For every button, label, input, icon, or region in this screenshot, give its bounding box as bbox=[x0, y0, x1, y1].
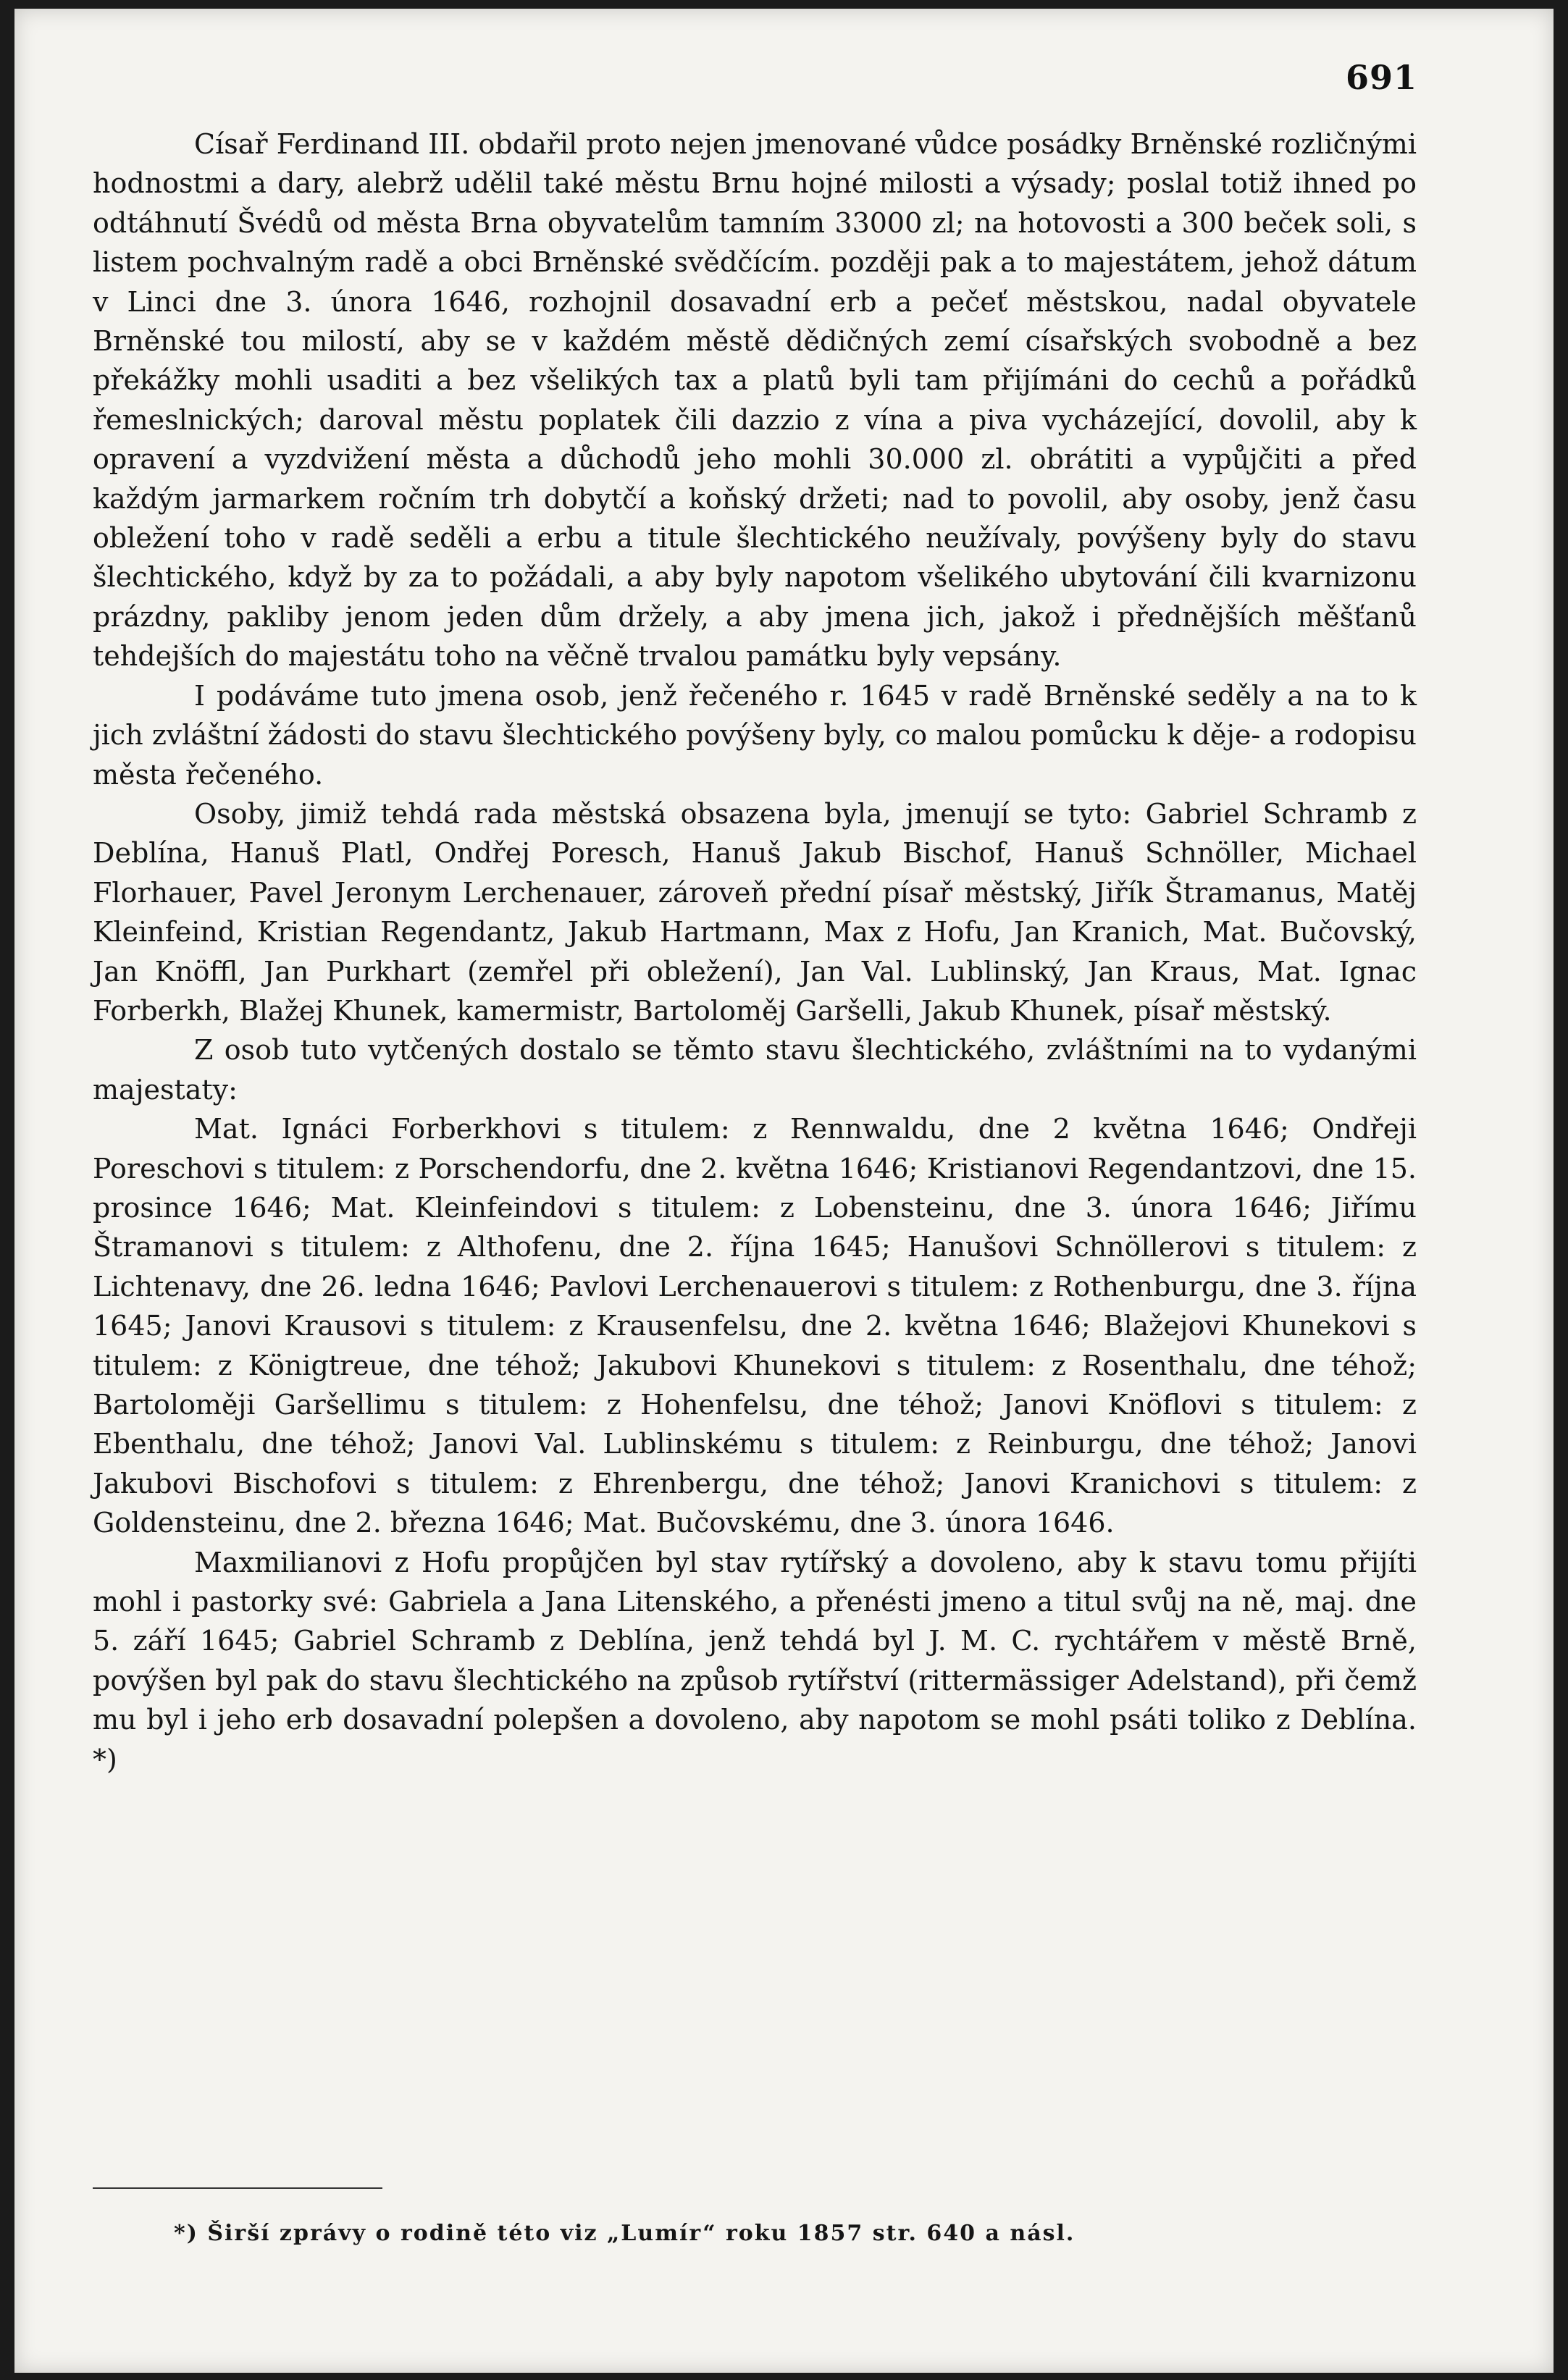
paragraph-majestaty-intro: Z osob tuto vytčených dostalo se těmto stavu šlechtického, zvláštními na to vydanými majestaty: bbox=[93, 1034, 1417, 1106]
paragraph-knighthood: Maxmilianovi z Hofu propůjčen byl stav rytířský a dovoleno, aby k stavu tomu přijíti mohl i pastorky své: Gabriela a Jana Litenského, a přenésti jmeno a titul svůj na ně, maj. dne 5. září 1645; Gabriel Schramb z Deblína, jenž tehdá byl J. M. C. rychtářem v městě Brně, povýšen byl pak do stavu šlechtického na způsob rytířství (rittermässiger Adelstand), při čemž mu byl i jeho erb dosavadní polepšen a dovoleno, aby napotom se mohl psáti toliko z Deblína. *) bbox=[93, 1546, 1417, 1775]
footnote-divider bbox=[93, 2187, 382, 2189]
book-page bbox=[14, 9, 1554, 2373]
page-number: 691 bbox=[1345, 58, 1417, 97]
paragraph-council-members: Osoby, jimiž tehdá rada městská obsazena byla, jmenují se tyto: Gabriel Schramb z Deblína, Hanuš Platl, Ondřej Poresch, Hanuš Jakub Bischof, Hanuš Schnöller, Michael Florhauer, Pavel Jeronym Lerchenauer, zároveň přední písař městský, Jiřík Štramanus, Matěj Kleinfeind, Kristian Regendantz, Jakub Hartmann, Max z Hofu, Jan Kranich, Mat. Bučovský, Jan Knöffl, Jan Purkhart (zemřel při obležení), Jan Val. Lublinský, Jan Kraus, Mat. Ignac Forberkh, Blažej Khunek, kamermistr, Bartoloměj Garšelli, Jakub Khunek, písař městský. bbox=[93, 797, 1417, 1027]
paragraph-ferdinand-privileges: Císař Ferdinand III. obdařil proto nejen jmenované vůdce posádky Brněnské rozličnými hodnostmi a dary, alebrž udělil také městu Brnu hojné milosti a výsady; poslal totiž ihned po odtáhnutí Švédů od města Brna obyvatelům tamním 33000 zl; na hotovosti a 300 beček soli, s listem pochvalným radě a obci Brněnské svědčícím. později pak a to majestátem, jehož dátum v Linci dne 3. února 1646, rozhojnil dosavadní erb a pečeť městskou, nadal obyvatele Brněnské tou milostí, aby se v každém městě dědičných zemí císařských svobodně a bez překážky mohli usaditi a bez všelikých tax a platů byli tam přijímáni do cechů a pořádků řemeslnických; daroval městu poplatek čili dazzio z vína a piva vycházející, dovolil, aby k opravení a vyzdvižení města a důchodů jeho mohli 30.000 zl. obrátiti a vypůjčiti a před každým jarmarkem ročním trh dobytčí a koňský držeti; nad to povolil, aby osoby, jenž času obležení toho v radě seděli a erbu a titule šlechtického neužívaly, povýšeny byly do stavu šlechtického, když by za to požádali, a aby byly napotom všelikého ubytování čili kvarnizonu prázdny, pakliby jenom jeden dům držely, a aby jmena jich, jakož i přednějších měšťanů tehdejších do majestátu toho na věčně trvalou památku byly vepsány. bbox=[93, 128, 1417, 673]
paragraph-ennobled-persons-intro: I podáváme tuto jmena osob, jenž řečeného r. 1645 v radě Brněnské seděly a na to k jich zvláštní žádosti do stavu šlechtického povýšeny byly, co malou pomůcku k děje- a rodopisu města řečeného. bbox=[93, 679, 1417, 791]
page-body bbox=[93, 125, 1417, 1779]
footnote: *) Širší zprávy o rodině této viz „Lumír“ roku 1857 str. 640 a násl. bbox=[174, 2221, 1076, 2246]
paragraph-title-grants: Mat. Ignáci Forberkhovi s titulem: z Rennwaldu, dne 2 května 1646; Ondřeji Poreschovi s titulem: z Porschendorfu, dne 2. května 1646; Kristianovi Regendantzovi, dne 15. prosince 1646; Mat. Kleinfeindovi s titulem: z Lobensteinu, dne 3. února 1646; Jiřímu Štramanovi s titulem: z Althofenu, dne 2. října 1645; Hanušovi Schnöllerovi s titulem: z Lichtenavy, dne 26. ledna 1646; Pavlovi Lerchenauerovi s titulem: z Rothenburgu, dne 3. října 1645; Janovi Krausovi s titulem: z Krausenfelsu, dne 2. května 1646; Blažejovi Khunekovi s titulem: z Königtreue, dne téhož; Jakubovi Khunekovi s titulem: z Rosenthalu, dne téhož; Bartoloměji Garšellimu s titulem: z Hohenfelsu, dne téhož; Janovi Knöflovi s titulem: z Ebenthalu, dne téhož; Janovi Val. Lublinskému s titulem: z Reinburgu, dne téhož; Janovi Jakubovi Bischofovi s titulem: z Ehrenbergu, dne téhož; Janovi Kranichovi s titulem: z Goldensteinu, dne 2. března 1646; Mat. Bučovskému, dne 3. února 1646. bbox=[93, 1113, 1417, 1539]
